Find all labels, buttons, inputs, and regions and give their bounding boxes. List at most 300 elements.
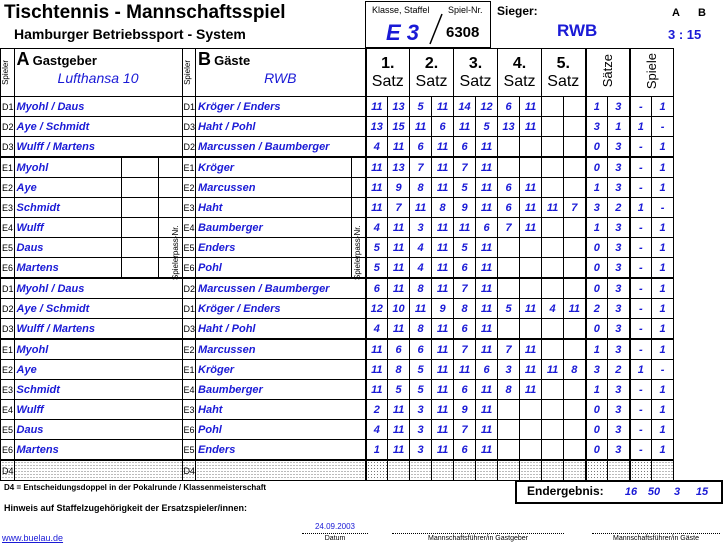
endergebnis-box — [515, 480, 723, 504]
footnote: D4 = Entscheidungsdoppel in der Pokalrunde / Klassenmeisterschaft — [4, 483, 267, 492]
satz-points: 11 — [432, 380, 454, 400]
player-b-name: Marcussen — [196, 178, 352, 198]
sieger-label: Sieger: — [497, 4, 538, 18]
satz-points: 6 — [432, 117, 454, 137]
spiele-a: - — [630, 440, 652, 461]
spiele-b: 1 — [652, 299, 674, 319]
table-row — [1, 218, 674, 238]
satz-points — [542, 137, 564, 158]
satz-points — [432, 460, 454, 481]
satz-points: 11 — [476, 137, 498, 158]
satz-points: 11 — [432, 360, 454, 380]
satz-points — [542, 380, 564, 400]
satz-points: 3 — [410, 440, 432, 461]
satz-points: 9 — [388, 178, 410, 198]
player-b-name: Baumberger — [196, 380, 366, 400]
satz-points — [564, 460, 586, 481]
player-b-name: Pohl — [196, 420, 366, 440]
player-code-b: E5 — [182, 440, 196, 461]
spiele-b: 1 — [652, 420, 674, 440]
player-a-name: Aye / Schmidt — [14, 299, 182, 319]
player-code-a: E1 — [1, 339, 15, 360]
spiele-a: - — [630, 238, 652, 258]
satz-1-header: 1. Satz — [366, 49, 410, 97]
player-code-a: D3 — [1, 319, 15, 340]
gastgeber-label: Gastgeber — [32, 53, 97, 68]
klasse-label: Klasse, Staffel — [372, 5, 430, 15]
spiele-b: 1 — [652, 178, 674, 198]
player-code-a: D1 — [1, 97, 15, 117]
table-row — [1, 157, 674, 178]
satz-points — [542, 400, 564, 420]
satz-points: 11 — [520, 360, 542, 380]
satz-points: 8 — [498, 380, 520, 400]
player-a-name: Schmidt — [14, 380, 182, 400]
satz-points: 11 — [476, 380, 498, 400]
satz-points: 8 — [410, 278, 432, 299]
satz-points: 11 — [366, 339, 388, 360]
satz-points — [498, 460, 520, 481]
player-b-name: Marcussen / Baumberger — [196, 137, 366, 158]
endergebnis-saetze-a: 16 — [624, 486, 638, 498]
player-code-b: E3 — [182, 400, 196, 420]
saetze-a: 0 — [586, 157, 608, 178]
satz-points: 6 — [410, 339, 432, 360]
saetze-b — [608, 460, 630, 481]
satz-points — [542, 440, 564, 461]
player-b-name: Enders — [196, 440, 366, 461]
satz-points: 11 — [454, 117, 476, 137]
satz-points — [542, 460, 564, 481]
satz-points: 12 — [476, 97, 498, 117]
satz-points: 6 — [366, 278, 388, 299]
satz-points — [564, 440, 586, 461]
satz-points: 7 — [564, 198, 586, 218]
satz-points — [476, 460, 498, 481]
satz-points: 11 — [388, 258, 410, 279]
pass-a — [121, 198, 158, 218]
player-code-a: D2 — [1, 117, 15, 137]
saetze-a: 0 — [586, 278, 608, 299]
pass-a — [121, 238, 158, 258]
pass-a — [121, 258, 158, 279]
satz-points — [520, 440, 542, 461]
saetze-a: 0 — [586, 420, 608, 440]
player-code-a: E1 — [1, 157, 15, 178]
spiele-a: 1 — [630, 117, 652, 137]
satz-points: 12 — [366, 299, 388, 319]
satz-points: 8 — [432, 198, 454, 218]
satz-points — [498, 440, 520, 461]
satz-points: 5 — [410, 360, 432, 380]
satz-points: 7 — [410, 157, 432, 178]
player-b-name: Haht — [196, 400, 366, 420]
spiele-b: 1 — [652, 258, 674, 279]
player-b-name: Kröger / Enders — [196, 97, 366, 117]
satz-points — [520, 137, 542, 158]
player-code-a: D1 — [1, 278, 15, 299]
satz-5-header: 5. Satz — [542, 49, 586, 97]
satz-points: 6 — [476, 218, 498, 238]
satz-points: 11 — [388, 218, 410, 238]
satz-points — [498, 258, 520, 279]
satz-points: 11 — [520, 380, 542, 400]
satz-points — [542, 339, 564, 360]
satz-points: 9 — [432, 299, 454, 319]
satz-points: 11 — [388, 319, 410, 340]
satz-points — [520, 460, 542, 481]
satz-points: 11 — [388, 238, 410, 258]
saetze-b: 3 — [608, 319, 630, 340]
player-code-a: D3 — [1, 137, 15, 158]
saetze-a — [586, 460, 608, 481]
spiele-a: - — [630, 339, 652, 360]
player-a-name: Wulff — [14, 400, 182, 420]
satz-points: 5 — [410, 97, 432, 117]
satz-points: 11 — [432, 97, 454, 117]
page-title: Tischtennis - Mannschaftsspiel — [4, 2, 286, 23]
endergebnis-spiele-a: 3 — [673, 486, 681, 498]
player-b-name: Enders — [196, 238, 352, 258]
satz-3-header: 3. Satz — [454, 49, 498, 97]
pass-a — [121, 218, 158, 238]
satz-points: 6 — [410, 137, 432, 158]
player-code-b: E6 — [182, 258, 196, 279]
satz-points: 11 — [476, 339, 498, 360]
player-a-name: Daus — [14, 238, 121, 258]
spiele-header: Spiele — [630, 49, 674, 97]
satz-points: 11 — [476, 299, 498, 319]
spiele-a: - — [630, 178, 652, 198]
spiele-a: - — [630, 299, 652, 319]
table-row — [1, 319, 674, 340]
player-b-name: Marcussen / Baumberger — [196, 278, 366, 299]
satz-points: 3 — [410, 218, 432, 238]
satz-points: 11 — [366, 157, 388, 178]
saetze-b: 3 — [608, 400, 630, 420]
divider-slash — [428, 12, 444, 46]
satz-points: 11 — [432, 278, 454, 299]
satz-points — [542, 157, 564, 178]
player-code-b: D3 — [182, 117, 196, 137]
satz-points: 11 — [564, 299, 586, 319]
satz-points: 11 — [432, 339, 454, 360]
website-link[interactable]: www.buelau.de — [2, 533, 64, 543]
table-row — [1, 238, 674, 258]
a-letter: A — [16, 49, 30, 69]
satz-points — [564, 339, 586, 360]
spiele-b: 1 — [652, 157, 674, 178]
spielnr-value: 6308 — [446, 24, 480, 41]
satz-points — [564, 157, 586, 178]
spiele-b: 1 — [652, 278, 674, 299]
a-label: A — [672, 7, 680, 19]
player-code-a: E3 — [1, 380, 15, 400]
player-b-name: Kröger / Enders — [196, 299, 366, 319]
satz-points: 6 — [454, 440, 476, 461]
player-a-name: Myohl / Daus — [14, 97, 182, 117]
satz-points — [564, 420, 586, 440]
saetze-a: 2 — [586, 299, 608, 319]
satz-points: 7 — [454, 420, 476, 440]
spiele-b: 1 — [652, 400, 674, 420]
satz-points: 11 — [520, 218, 542, 238]
satz-points: 8 — [410, 319, 432, 340]
table-row — [1, 198, 674, 218]
saetze-a: 0 — [586, 319, 608, 340]
gaeste-team: RWB — [264, 70, 297, 86]
satz-points: 6 — [388, 339, 410, 360]
satz-points: 11 — [388, 440, 410, 461]
player-code-b: E1 — [182, 157, 196, 178]
player-code-b: E2 — [182, 339, 196, 360]
player-b-name: Kröger — [196, 360, 366, 380]
satz-points: 11 — [432, 218, 454, 238]
player-a-name — [14, 460, 182, 481]
b-letter: B — [198, 49, 212, 69]
satz-points: 3 — [410, 420, 432, 440]
satz-points — [410, 460, 432, 481]
satz-points: 10 — [388, 299, 410, 319]
satz-points: 4 — [542, 299, 564, 319]
player-a-name: Myohl — [14, 339, 182, 360]
pass-a2 — [158, 157, 182, 178]
satz-2-header: 2. Satz — [410, 49, 454, 97]
satz-points: 11 — [520, 97, 542, 117]
satz-points — [520, 400, 542, 420]
pass-b — [352, 157, 366, 178]
satz-points: 11 — [432, 157, 454, 178]
player-a-name: Schmidt — [14, 198, 121, 218]
satz-points: 11 — [520, 178, 542, 198]
satz-points: 11 — [542, 198, 564, 218]
satz-points: 5 — [498, 299, 520, 319]
spiele-a: - — [630, 258, 652, 279]
satz-points: 11 — [432, 178, 454, 198]
satz-points: 2 — [366, 400, 388, 420]
satz-points: 11 — [476, 198, 498, 218]
saetze-a: 0 — [586, 440, 608, 461]
player-a-name: Martens — [14, 440, 182, 461]
satz-points: 6 — [454, 137, 476, 158]
player-code-b: D2 — [182, 278, 196, 299]
saetze-a: 0 — [586, 238, 608, 258]
satz-points: 6 — [454, 258, 476, 279]
satz-points — [542, 178, 564, 198]
table-row — [1, 380, 674, 400]
player-code-b: D1 — [182, 299, 196, 319]
player-a-name: Wulff / Martens — [14, 137, 182, 158]
spiele-a: - — [630, 218, 652, 238]
satz-points: 4 — [366, 319, 388, 340]
satz-points: 11 — [476, 420, 498, 440]
satz-points: 5 — [454, 238, 476, 258]
satz-points: 4 — [366, 218, 388, 238]
satz-points: 1 — [366, 440, 388, 461]
player-a-name: Martens — [14, 258, 121, 279]
spiele-a: - — [630, 380, 652, 400]
satz-points: 6 — [454, 319, 476, 340]
satz-points: 11 — [542, 360, 564, 380]
satz-points — [498, 319, 520, 340]
player-a-name: Wulff / Martens — [14, 319, 182, 340]
satz-points: 11 — [366, 97, 388, 117]
satz-points: 13 — [388, 157, 410, 178]
satz-points — [564, 137, 586, 158]
satz-points: 11 — [520, 339, 542, 360]
spiele-b: 1 — [652, 218, 674, 238]
table-row — [1, 97, 674, 117]
player-b-name: Pohl — [196, 258, 352, 279]
satz-points: 13 — [388, 97, 410, 117]
saetze-b: 3 — [608, 157, 630, 178]
satz-points: 11 — [366, 178, 388, 198]
date-value: 24.09.2003 — [314, 522, 356, 531]
player-a-name: Myohl — [14, 157, 121, 178]
satz-points: 11 — [410, 117, 432, 137]
date-label: Datum — [302, 533, 368, 542]
saetze-b: 3 — [608, 380, 630, 400]
satz-points — [498, 238, 520, 258]
saetze-b: 3 — [608, 178, 630, 198]
klasse-box — [365, 1, 491, 48]
satz-points — [542, 258, 564, 279]
saetze-a: 3 — [586, 360, 608, 380]
gaeste-label: Gäste — [214, 53, 251, 68]
spiele-b: 1 — [652, 238, 674, 258]
table-row — [1, 299, 674, 319]
satz-points: 11 — [476, 157, 498, 178]
satz-points: 6 — [454, 380, 476, 400]
satz-points: 9 — [454, 198, 476, 218]
spiele-a: - — [630, 97, 652, 117]
spiele-b: 1 — [652, 137, 674, 158]
satz-points: 11 — [366, 198, 388, 218]
saetze-b: 1 — [608, 117, 630, 137]
satz-points — [564, 400, 586, 420]
player-code-a: E2 — [1, 178, 15, 198]
player-code-a: E4 — [1, 400, 15, 420]
b-label: B — [698, 7, 706, 19]
saetze-b: 3 — [608, 238, 630, 258]
satz-points: 6 — [498, 178, 520, 198]
satz-points: 15 — [388, 117, 410, 137]
satz-points — [498, 157, 520, 178]
endergebnis-spiele-b: 15 — [695, 486, 709, 498]
satz-points — [520, 319, 542, 340]
satz-points — [542, 117, 564, 137]
satz-points — [542, 238, 564, 258]
satz-points: 11 — [520, 198, 542, 218]
satz-points: 11 — [476, 258, 498, 279]
spiele-b: - — [652, 360, 674, 380]
saetze-b: 2 — [608, 198, 630, 218]
satz-points: 11 — [388, 400, 410, 420]
gaeste-header — [196, 49, 366, 97]
satz-points: 11 — [520, 299, 542, 319]
satz-points: 11 — [476, 319, 498, 340]
satz-points: 13 — [498, 117, 520, 137]
player-code-a: E6 — [1, 258, 15, 279]
satz-points: 13 — [366, 117, 388, 137]
satz-points — [520, 157, 542, 178]
player-b-name: Haht / Pohl — [196, 117, 366, 137]
satz-points — [520, 238, 542, 258]
player-code-a: E6 — [1, 440, 15, 461]
table-row — [1, 117, 674, 137]
sig-gastgeber: Mannschaftsführer/in Gastgeber — [392, 533, 564, 542]
gastgeber-header — [14, 49, 182, 97]
table-row — [1, 137, 674, 158]
saetze-b: 3 — [608, 278, 630, 299]
satz-points — [564, 117, 586, 137]
pass-a — [121, 178, 158, 198]
player-a-name: Daus — [14, 420, 182, 440]
saetze-b: 2 — [608, 360, 630, 380]
player-b-name: Marcussen — [196, 339, 366, 360]
satz-points: 6 — [476, 360, 498, 380]
endergebnis-label: Endergebnis: — [527, 484, 604, 498]
spiele-a: - — [630, 319, 652, 340]
player-code-a: D2 — [1, 299, 15, 319]
table-row — [1, 460, 674, 481]
satz-points: 11 — [388, 278, 410, 299]
satz-points: 11 — [454, 218, 476, 238]
player-code-b: D2 — [182, 137, 196, 158]
spiele-a: - — [630, 157, 652, 178]
player-a-name: Aye — [14, 178, 121, 198]
satz-points: 11 — [454, 360, 476, 380]
saetze-a: 1 — [586, 380, 608, 400]
spiele-b: - — [652, 198, 674, 218]
player-a-name: Aye / Schmidt — [14, 117, 182, 137]
player-code-a: E5 — [1, 238, 15, 258]
satz-points: 8 — [454, 299, 476, 319]
satz-points — [542, 218, 564, 238]
spiele-a: - — [630, 400, 652, 420]
saetze-b: 3 — [608, 420, 630, 440]
player-code-b: E6 — [182, 420, 196, 440]
satz-points: 6 — [498, 198, 520, 218]
saetze-a: 1 — [586, 339, 608, 360]
satz-points: 11 — [410, 198, 432, 218]
page-subtitle: Hamburger Betriebssport - System — [14, 26, 246, 42]
spiele-b: 1 — [652, 339, 674, 360]
player-code-b: E4 — [182, 380, 196, 400]
saetze-b: 3 — [608, 218, 630, 238]
satz-points: 5 — [410, 380, 432, 400]
endergebnis-saetze-b: 50 — [647, 486, 661, 498]
spiele-b: 1 — [652, 319, 674, 340]
satz-points: 3 — [498, 360, 520, 380]
pass-a — [121, 157, 158, 178]
satz-points — [498, 420, 520, 440]
satz-points — [564, 380, 586, 400]
satz-points — [520, 420, 542, 440]
player-code-b: D1 — [182, 97, 196, 117]
satz-points: 11 — [366, 380, 388, 400]
satz-points — [564, 218, 586, 238]
player-a-name: Wulff — [14, 218, 121, 238]
satz-points — [498, 278, 520, 299]
satz-points: 9 — [454, 400, 476, 420]
player-code-b: E4 — [182, 218, 196, 238]
satz-points: 4 — [410, 238, 432, 258]
table-row — [1, 400, 674, 420]
satz-points — [564, 319, 586, 340]
sig-gaeste: Mannschaftsführer/in Gäste — [592, 533, 720, 542]
saetze-b: 3 — [608, 137, 630, 158]
